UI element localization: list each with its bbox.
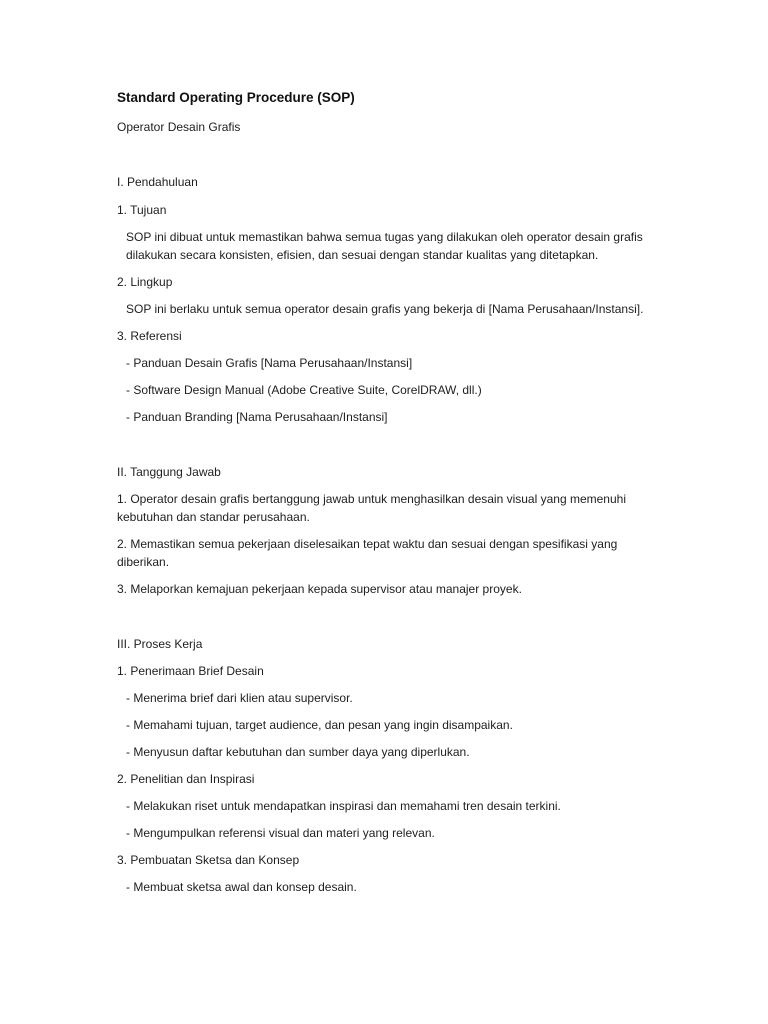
list-item-referensi: - Panduan Desain Grafis [Nama Perusahaan/Instansi] (126, 356, 413, 370)
subheading-tujuan: 1. Tujuan (117, 203, 167, 217)
section-heading-pendahuluan: I. Pendahuluan (117, 175, 198, 189)
list-item-penerimaan-brief: - Menyusun daftar kebutuhan dan sumber daya yang diperlukan. (126, 745, 470, 759)
document-subtitle: Operator Desain Grafis (117, 120, 241, 134)
list-item-referensi: - Panduan Branding [Nama Perusahaan/Instansi] (126, 410, 388, 424)
section-heading-proses-kerja: III. Proses Kerja (117, 637, 203, 651)
list-item-penelitian: - Melakukan riset untuk mendapatkan inspirasi dan memahami tren desain terkini. (126, 799, 561, 813)
section-heading-tanggung-jawab: II. Tanggung Jawab (117, 465, 221, 479)
list-item-referensi: - Software Design Manual (Adobe Creative Suite, CorelDRAW, dll.) (126, 383, 482, 397)
list-item-tanggung-jawab: 1. Operator desain grafis bertanggung jawab untuk menghasilkan desain visual yang memenuhi kebutuhan dan standar perusahaan. (117, 492, 626, 524)
list-item-tanggung-jawab: 2. Memastikan semua pekerjaan diselesaikan tepat waktu dan sesuai dengan spesifikasi yang diberikan. (117, 537, 618, 569)
list-item-sketsa-konsep: - Membuat sketsa awal dan konsep desain. (126, 880, 357, 894)
subheading-lingkup: 2. Lingkup (117, 275, 173, 289)
list-item-tanggung-jawab: 3. Melaporkan kemajuan pekerjaan kepada supervisor atau manajer proyek. (117, 582, 522, 596)
subheading-penerimaan-brief: 1. Penerimaan Brief Desain (117, 664, 264, 678)
list-item-penelitian: - Mengumpulkan referensi visual dan materi yang relevan. (126, 826, 435, 840)
paragraph-tujuan: SOP ini dibuat untuk memastikan bahwa semua tugas yang dilakukan oleh operator desain grafis dilakukan secara konsisten, efisien, dan sesuai dengan standar kualitas yang ditetapkan. (126, 230, 643, 262)
document-body (117, 88, 647, 896)
paragraph-lingkup: SOP ini berlaku untuk semua operator desain grafis yang bekerja di [Nama Perusahaan/Instansi]. (126, 302, 644, 316)
subheading-sketsa-konsep: 3. Pembuatan Sketsa dan Konsep (117, 853, 300, 867)
subheading-penelitian: 2. Penelitian dan Inspirasi (117, 772, 255, 786)
list-item-penerimaan-brief: - Menerima brief dari klien atau supervisor. (126, 691, 353, 705)
document-title: Standard Operating Procedure (SOP) (117, 90, 355, 105)
subheading-referensi: 3. Referensi (117, 329, 182, 343)
list-item-penerimaan-brief: - Memahami tujuan, target audience, dan pesan yang ingin disampaikan. (126, 718, 513, 732)
